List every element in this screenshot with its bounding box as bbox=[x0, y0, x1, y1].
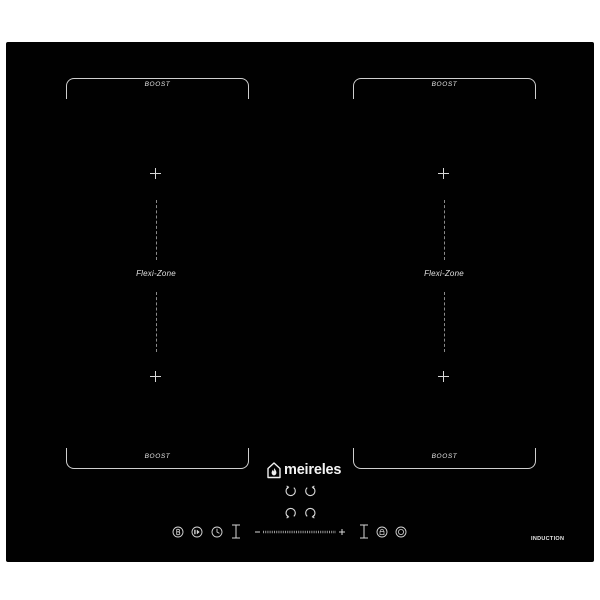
left-zone-boost-top-label: BOOST bbox=[144, 81, 171, 88]
boil-icon[interactable] bbox=[284, 506, 297, 519]
right-zone-bottom-plus-icon[interactable] bbox=[438, 371, 449, 382]
flame-in-house-icon bbox=[267, 462, 281, 479]
brand-name: meireles bbox=[284, 462, 342, 478]
left-zone-top-plus-icon[interactable] bbox=[150, 168, 161, 179]
right-flexi-zone-label: Flexi-Zone bbox=[424, 269, 464, 278]
right-zone-top-frame bbox=[353, 78, 536, 99]
right-zone-lower-dashed-line bbox=[444, 292, 445, 352]
timer-bar-icon[interactable] bbox=[230, 524, 242, 539]
left-zone-top-frame bbox=[66, 78, 249, 99]
boil-icon[interactable] bbox=[304, 485, 317, 498]
boost-b-icon[interactable] bbox=[172, 526, 184, 538]
boil-icon[interactable] bbox=[284, 485, 297, 498]
left-zone-boost-bottom-label: BOOST bbox=[144, 453, 171, 460]
pause-play-icon[interactable] bbox=[191, 526, 203, 538]
boil-icon[interactable] bbox=[304, 506, 317, 519]
power-icon[interactable] bbox=[395, 526, 407, 538]
left-flexi-zone-label: Flexi-Zone bbox=[136, 269, 176, 278]
left-zone-bottom-frame bbox=[66, 448, 249, 469]
clock-icon[interactable] bbox=[211, 526, 223, 538]
right-zone-top-plus-icon[interactable] bbox=[438, 168, 449, 179]
right-zone-upper-dashed-line bbox=[444, 200, 445, 260]
child-lock-icon[interactable] bbox=[376, 526, 388, 538]
right-zone-boost-bottom-label: BOOST bbox=[431, 453, 458, 460]
brand-logo bbox=[267, 460, 341, 480]
left-zone-upper-dashed-line bbox=[156, 200, 157, 260]
left-zone-bottom-plus-icon[interactable] bbox=[150, 371, 161, 382]
left-zone-lower-dashed-line bbox=[156, 292, 157, 352]
timer-bar-icon[interactable] bbox=[358, 524, 370, 539]
right-zone-bottom-frame bbox=[353, 448, 536, 469]
right-zone-boost-top-label: BOOST bbox=[431, 81, 458, 88]
induction-badge: INDUCTION bbox=[531, 536, 565, 542]
power-slider[interactable] bbox=[254, 526, 346, 538]
induction-cooktop bbox=[6, 42, 594, 562]
